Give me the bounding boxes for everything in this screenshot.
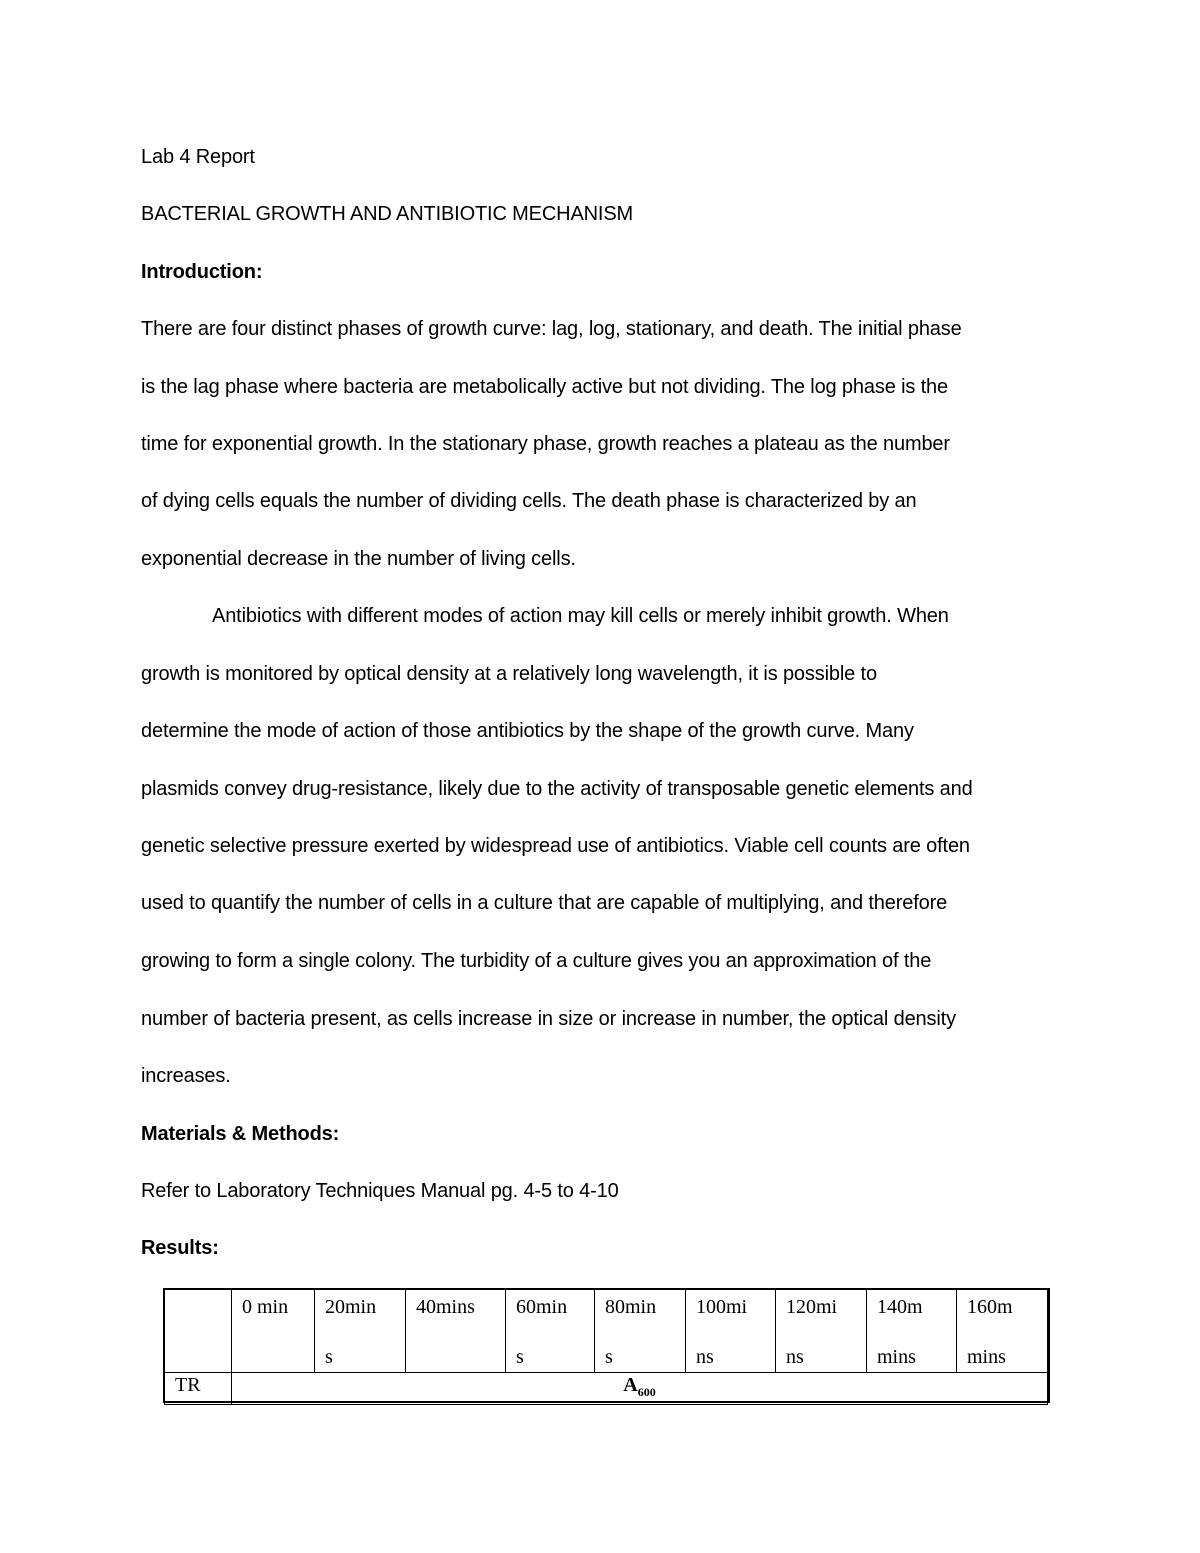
results-heading: Results: [141,1237,219,1259]
table-header-cell: 80min s [595,1290,686,1373]
table-header-cell: 160m mins [957,1290,1048,1373]
methods-text: Refer to Laboratory Techniques Manual pg. 4-5 to 4-10 [141,1180,619,1202]
intro-line: time for exponential growth. In the stationary phase, growth reaches a plateau as the number [141,433,950,455]
table-header-cell: 20min s [315,1290,406,1373]
a600-label: A [623,1374,638,1396]
para2-line: used to quantify the number of cells in a culture that are capable of multiplying, and therefore [141,892,948,914]
para2-line: growth is monitored by optical density at a relatively long wavelength, it is possible to [141,663,877,685]
para2-line: number of bacteria present, as cells increase in size or increase in number, the optical density [141,1008,956,1030]
row-label-cell: TR [165,1373,232,1405]
table-header-cell: 140m mins [867,1290,957,1373]
table-header-cell: 40mins [406,1290,506,1373]
para2-line: plasmids convey drug-resistance, likely due to the activity of transposable genetic elements and [141,778,973,800]
table-row [165,1373,1048,1405]
table-header-cell: 100mi ns [686,1290,776,1373]
intro-line: of dying cells equals the number of dividing cells. The death phase is characterized by an [141,490,917,512]
para2-line: genetic selective pressure exerted by widespread use of antibiotics. Viable cell counts are often [141,835,970,857]
a600-span-cell [232,1373,1048,1405]
para2-line: increases. [141,1065,231,1087]
intro-line: exponential decrease in the number of living cells. [141,548,576,570]
table-header-cell: 60min s [506,1290,595,1373]
results-table [164,1289,1048,1405]
intro-line: There are four distinct phases of growth curve: lag, log, stationary, and death. The initial phase [141,318,962,340]
methods-heading: Materials & Methods: [141,1123,340,1145]
a600-subscript: 600 [637,1385,656,1399]
doc-subtitle: BACTERIAL GROWTH AND ANTIBIOTIC MECHANISM [141,203,634,225]
intro-heading: Introduction: [141,261,263,283]
doc-title: Lab 4 Report [141,146,255,168]
intro-line: is the lag phase where bacteria are metabolically active but not dividing. The log phase is the [141,376,948,398]
para2-line: determine the mode of action of those antibiotics by the shape of the growth curve. Many [141,720,914,742]
table-header-row [165,1290,1048,1373]
table-header-cell: 120mi ns [776,1290,867,1373]
table-header-cell: 0 min [232,1290,315,1373]
para2-line: growing to form a single colony. The turbidity of a culture gives you an approximation of the [141,950,932,972]
table-header-cell [165,1290,232,1373]
para2-line: Antibiotics with different modes of action may kill cells or merely inhibit growth. When [212,605,949,627]
